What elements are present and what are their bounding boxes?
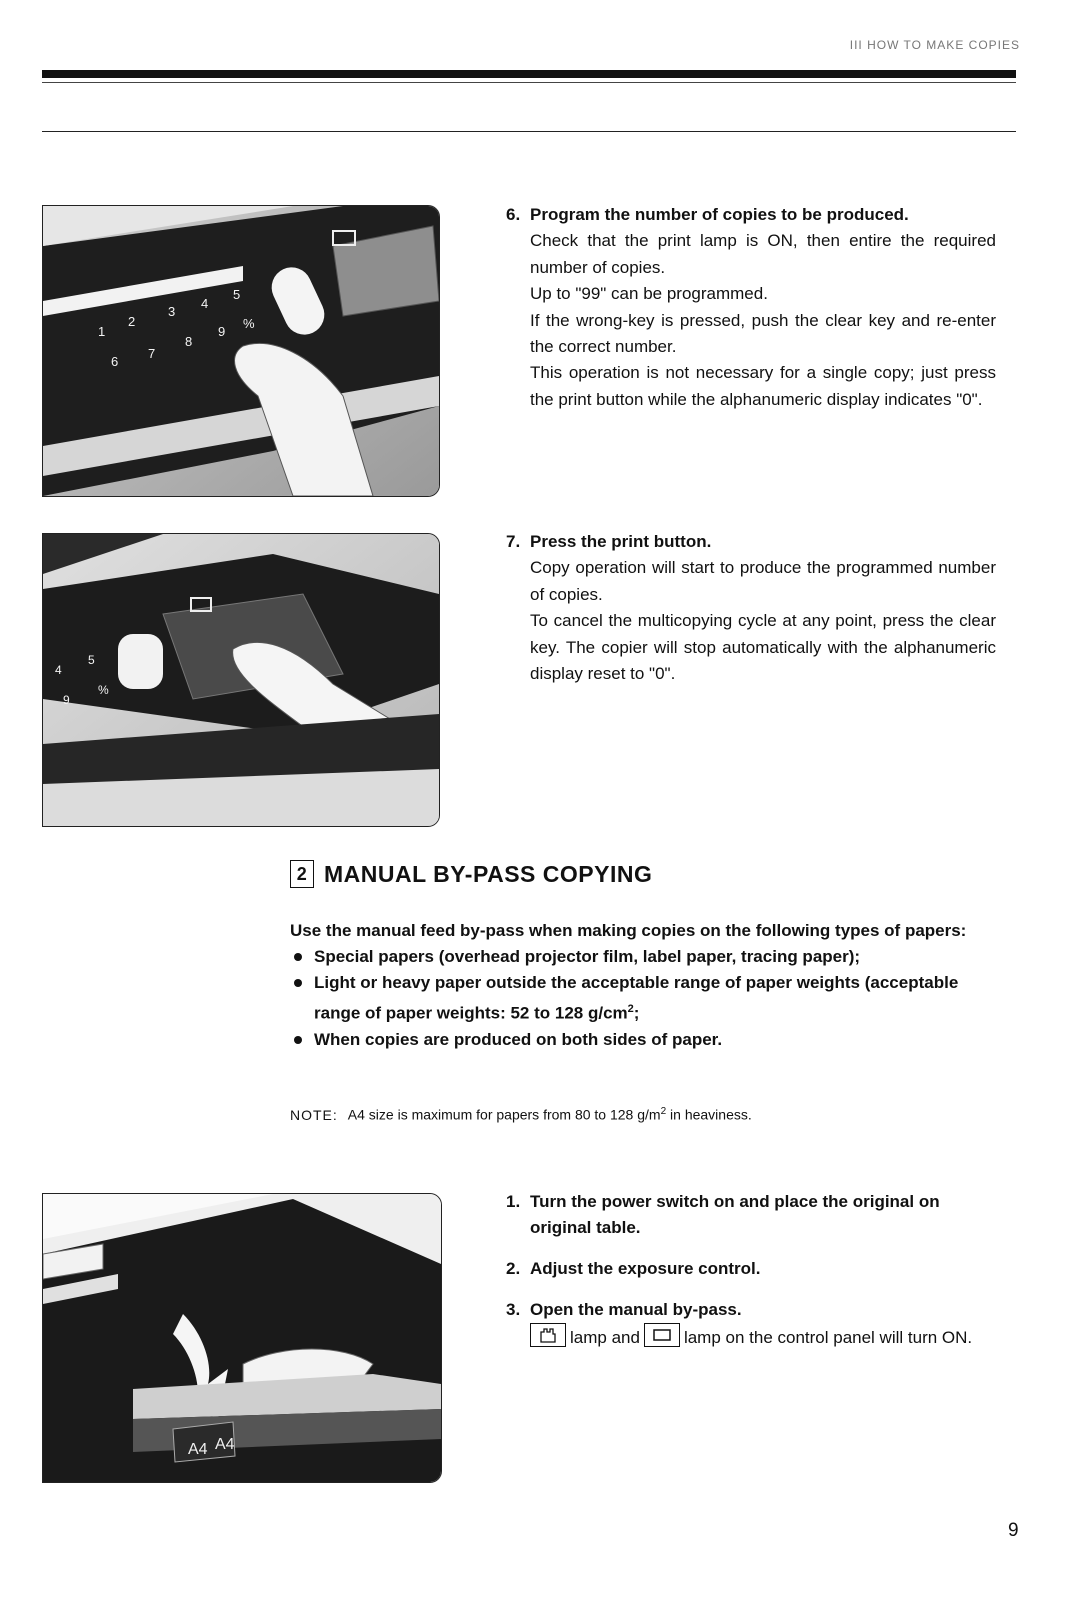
step-text: Copy operation will start to produce the programmed number of copies.: [530, 558, 996, 604]
lamp-text: lamp on the control panel will turn ON.: [683, 1328, 973, 1348]
step-6: [506, 202, 996, 413]
key-6: 6: [111, 354, 119, 369]
step-text: To cancel the multicopying cycle at any point, press the clear key. The copier will stop automatically with the alphanumeric display reset to "0".: [530, 611, 996, 684]
key-3: 3: [168, 304, 176, 319]
step-text: If the wrong-key is pressed, push the clear key and re-enter the correct number.: [530, 310, 996, 357]
key-5: 5: [88, 653, 95, 667]
header-rule-thick: [42, 70, 1016, 78]
print-button-photo: [42, 533, 440, 827]
section-rule: [42, 131, 1016, 132]
step-title: Turn the power switch on and place the original on original table.: [530, 1192, 940, 1238]
copy-lamp-icon: [644, 1323, 680, 1347]
page-number: 9: [1008, 1520, 1019, 1541]
step-text: This operation is not necessary for a single copy; just press the print button while the alphanumeric display indicates "0".: [530, 363, 996, 409]
bypass-step-3: [506, 1297, 996, 1352]
key-7: 7: [148, 346, 156, 361]
step-title: Program the number of copies to be produced.: [530, 205, 909, 224]
header-rule-thin: [42, 82, 1016, 83]
step-title: Adjust the exposure control.: [530, 1259, 761, 1278]
step-number: 3.: [506, 1300, 521, 1319]
keypad-photo: [42, 205, 440, 497]
bypass-photo: [42, 1193, 442, 1483]
step-number: 6.: [506, 205, 521, 224]
key-9: 9: [218, 324, 226, 339]
section-heading: MANUAL BY-PASS COPYING: [324, 860, 653, 887]
step-7: [506, 529, 996, 687]
step-number: 7.: [506, 532, 521, 551]
section-number: 2: [290, 860, 314, 888]
lamp-text: lamp and: [570, 1328, 640, 1348]
list-item: Special papers (overhead projector film, label paper, tracing paper);: [290, 944, 1002, 970]
bypass-step-2: [506, 1256, 996, 1282]
section-intro: [290, 918, 1002, 1053]
step-number: 1.: [506, 1192, 521, 1211]
note-text: A4 size is maximum for papers from 80 to 128 g/m: [347, 1106, 661, 1123]
key-2: 2: [128, 314, 136, 329]
note-label: NOTE:: [290, 1106, 338, 1123]
size-label-a4: A4: [215, 1436, 235, 1453]
key-1: 1: [98, 324, 106, 339]
step-title: Press the print button.: [530, 532, 712, 551]
key-percent: %: [243, 316, 255, 331]
step-number: 2.: [506, 1259, 521, 1278]
key-4: 4: [201, 296, 209, 311]
note: NOTE: A4 size is maximum for papers from 80 to 128 $g/m^2$ in heaviness.: [290, 1106, 752, 1123]
size-label-a4: A4: [188, 1441, 208, 1458]
step-text: Check that the print lamp is ON, then entire the required number of copies.: [530, 231, 996, 277]
running-title: III HOW TO MAKE COPIES: [849, 38, 1020, 52]
list-item: When copies are produced on both sides of paper.: [290, 1027, 1002, 1053]
list-item: Light or heavy paper outside the acceptable range of paper weights (acceptable range of paper weights: 52 to 128 $g/cm^2$;: [290, 970, 1002, 1027]
step-title: Open the manual by-pass.: [530, 1300, 742, 1319]
key-4: 4: [55, 663, 62, 677]
key-5: 5: [233, 287, 241, 302]
step-text: Up to "99" can be programmed.: [530, 284, 768, 304]
paper-type-list: [290, 944, 1002, 1053]
key-9: 9: [63, 693, 70, 707]
manual-feed-lamp-icon: [530, 1323, 566, 1347]
bypass-step-1: [506, 1189, 996, 1242]
key-8: 8: [185, 334, 193, 349]
section-title: [290, 860, 652, 888]
intro-text: Use the manual feed by-pass when making copies on the following types of papers:: [290, 921, 967, 940]
key-percent: %: [98, 683, 109, 697]
